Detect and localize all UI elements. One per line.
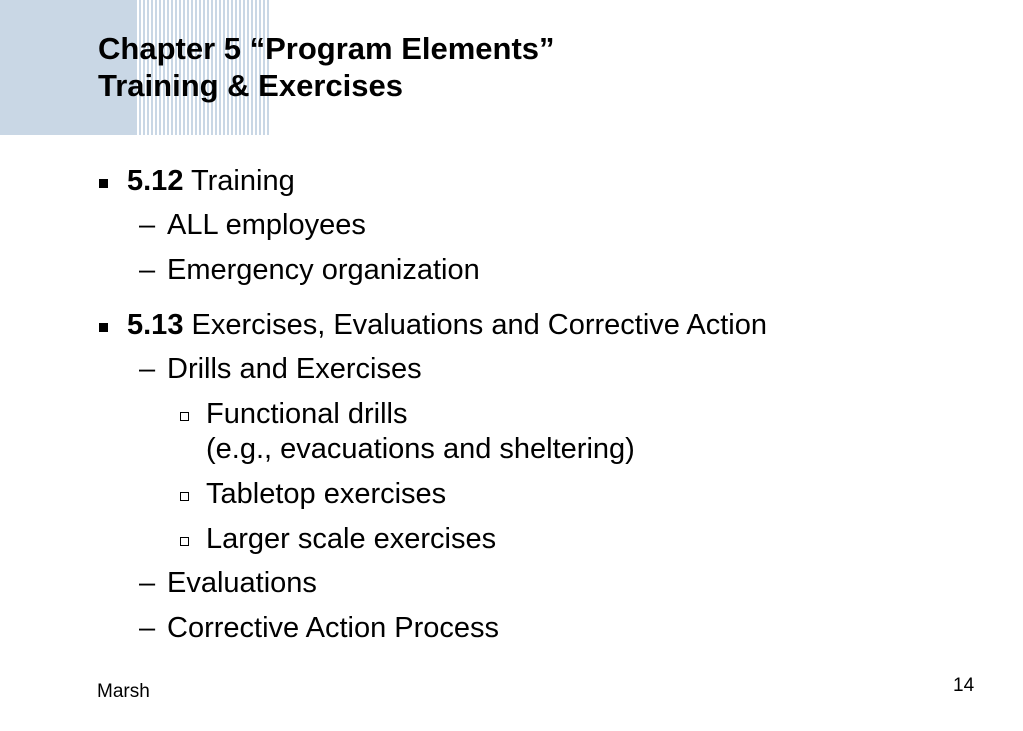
subitem-evaluations: Evaluations [167,567,317,599]
dash-bullet-icon: – [139,254,156,286]
hollow-square-bullet-icon [180,537,189,546]
dash-bullet-icon: – [139,209,156,241]
square-bullet-icon [99,323,108,332]
dash-bullet-icon: – [139,567,156,599]
section-text: Training [191,165,295,197]
section-number: 5.13 [127,309,184,341]
section-text: Exercises, Evaluations and Corrective Action [191,309,767,341]
subitem-all-employees: ALL employees [167,209,366,241]
page-number: 14 [953,675,975,696]
subitem-drills-and-exercises: Drills and Exercises [167,353,422,385]
footer-source: Marsh [97,681,150,702]
section-number: 5.12 [127,165,184,197]
drill-item-larger-scale: Larger scale exercises [206,523,497,555]
bullet-item-exercises [127,308,767,342]
title-line-2: Training & Exercises [98,68,403,103]
dash-bullet-icon: – [139,612,156,644]
subitem-corrective-action: Corrective Action Process [167,612,500,644]
bullet-item-training [127,164,295,198]
hollow-square-bullet-icon [180,412,189,421]
drill-item-functional-example: (e.g., evacuations and sheltering) [206,433,635,465]
title-line-1: Chapter 5 “Program Elements” [98,31,555,66]
subitem-emergency-organization: Emergency organization [167,254,480,286]
dash-bullet-icon: – [139,353,156,385]
drill-item-tabletop: Tabletop exercises [206,478,447,510]
square-bullet-icon [99,179,108,188]
drill-item-functional: Functional drills [206,398,408,430]
hollow-square-bullet-icon [180,492,189,501]
